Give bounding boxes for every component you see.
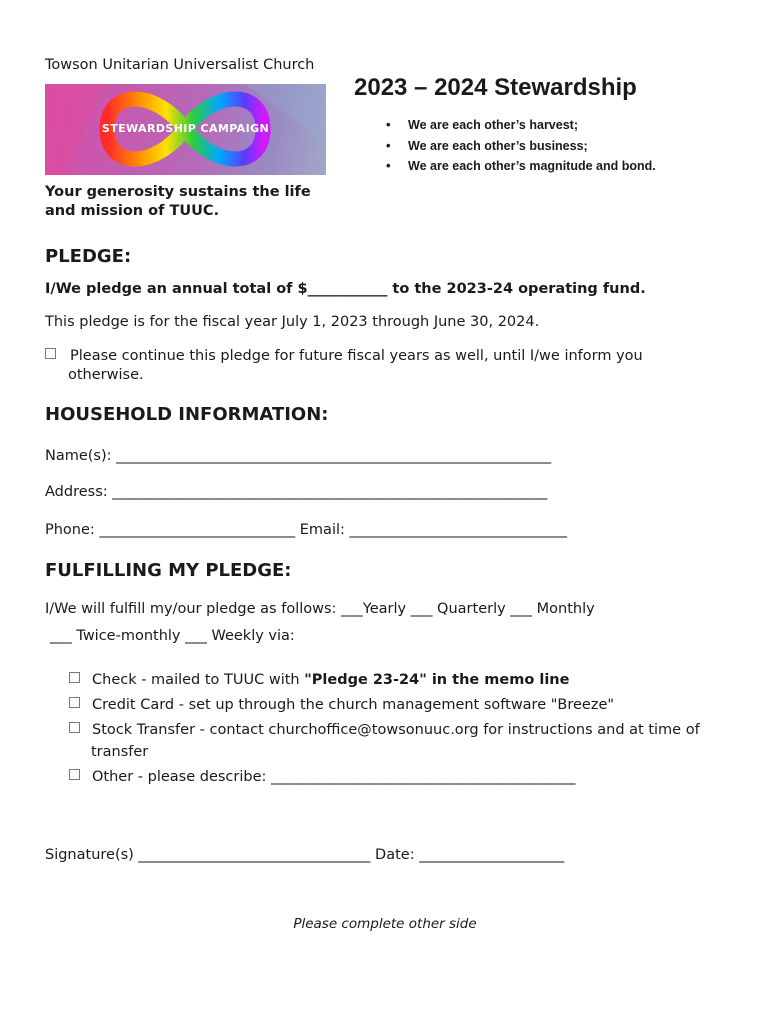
check-method-checkbox[interactable] [69,672,80,683]
phone-email-field[interactable]: Phone: ___________________________ Email: ______________________________ [45,522,567,538]
fiscal-year-text: This pledge is for the fiscal year July 1, 2023 through June 30, 2024. [45,314,540,330]
page-title: 2023 – 2024 Stewardship [354,74,637,101]
continue-pledge-option [45,347,695,385]
credit-card-checkbox[interactable] [69,697,80,708]
organization-name: Towson Unitarian Universalist Church [45,57,315,73]
motto-list [386,118,656,180]
complete-other-side-note: Please complete other side [293,916,477,932]
method-credit-card [69,694,729,716]
names-field[interactable]: Name(s): ____________________________________________________________ [45,448,552,464]
tagline-line-1: Your generosity sustains the life [45,184,311,200]
tagline-line-2: and mission of TUUC. [45,203,220,219]
frequency-options-line-2[interactable]: ___ Twice-monthly ___ Weekly via: [50,628,295,644]
fulfilling-heading: FULFILLING MY PLEDGE: [45,560,292,581]
pledge-heading: PLEDGE: [45,246,132,267]
other-method-checkbox[interactable] [69,769,80,780]
campaign-banner-image [45,84,326,175]
motto-item: • We are each other’s magnitude and bond. [386,159,656,180]
tagline [45,183,345,221]
method-check [69,669,729,691]
address-field[interactable]: Address: ____________________________________________________________ [45,484,548,500]
check-method-label: Check - mailed to TUUC with [92,672,305,688]
motto-item: • We are each other’s harvest; [386,118,656,139]
continue-pledge-label: Please continue this pledge for future fiscal years as well, until I/we inform you otherwise. [68,348,643,383]
credit-card-label: Credit Card - set up through the church management software "Breeze" [92,697,615,713]
signature-date-field[interactable]: Signature(s) ________________________________ Date: ____________________ [45,847,565,863]
banner-text: STEWARDSHIP CAMPAIGN [101,122,270,135]
stock-transfer-label: Stock Transfer - contact churchoffice@towsonuuc.org for instructions and at time of transfer [91,722,700,760]
payment-method-list [69,669,729,791]
stock-transfer-checkbox[interactable] [69,722,80,733]
method-stock-transfer [69,719,729,763]
check-memo-text: "Pledge 23-24" in the memo line [304,672,570,688]
household-heading: HOUSEHOLD INFORMATION: [45,404,329,425]
continue-pledge-checkbox[interactable] [45,348,56,359]
other-method-field[interactable]: Other - please describe: __________________________________________ [92,769,576,785]
method-other [69,766,729,788]
frequency-options-line-1[interactable]: I/We will fulfill my/our pledge as follows: ___Yearly ___ Quarterly ___ Monthly [45,601,595,617]
pledge-amount-field[interactable]: I/We pledge an annual total of $___________ to the 2023-24 operating fund. [45,281,646,297]
motto-item: • We are each other’s business; [386,139,656,160]
